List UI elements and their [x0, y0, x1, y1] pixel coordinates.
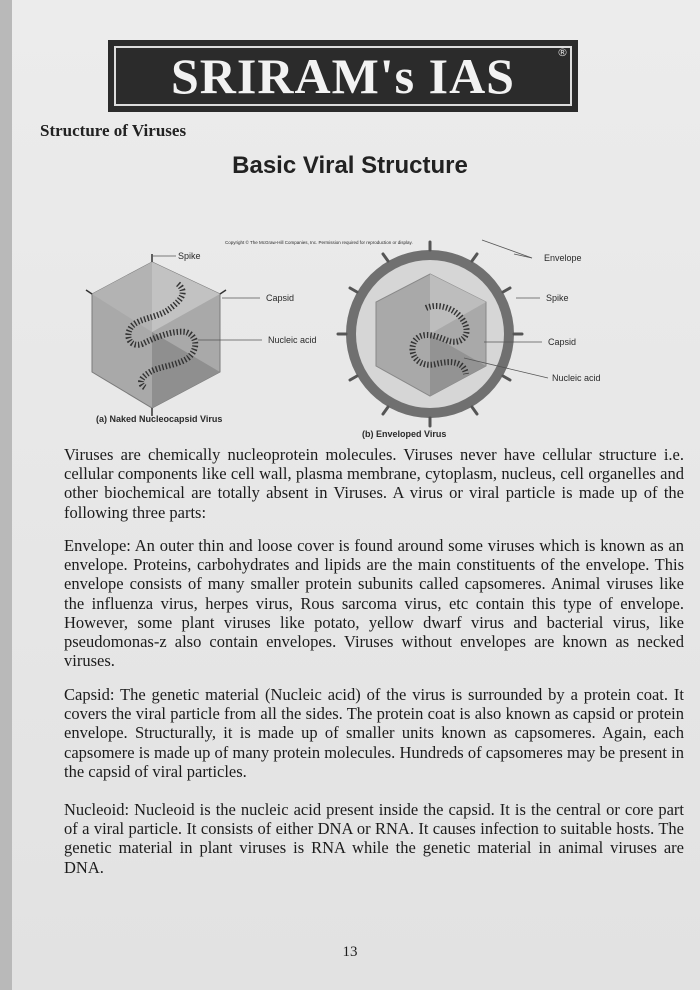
logo	[108, 40, 578, 112]
spike-line	[383, 407, 388, 414]
naked-nucleic-acid-label: Nucleic acid	[268, 335, 317, 345]
spike-line	[472, 407, 477, 414]
spike-line	[383, 254, 388, 261]
logo-text: SRIRAM's IAS	[170, 48, 515, 104]
enveloped-capsid-label: Capsid	[548, 337, 577, 347]
naked-virus-diagram	[86, 251, 317, 424]
section-heading: Structure of Viruses	[40, 121, 187, 140]
registered-mark: ®	[557, 46, 568, 59]
enveloped-virus-diagram	[338, 240, 601, 439]
enveloped-nucleic-acid-label: Nucleic acid	[552, 373, 601, 383]
capsid-paragraph: Capsid: The genetic material (Nucleic acid) of the virus is surrounded by a protein coat. It covers the viral particle from all the sides. The protein coat is also known as capsid or protein envelope. Structurally, it is made up of smaller units known as capsomeres. Again, each capsomere is made up of many protein molecules. Hundreds of capsomeres may be present in the capsid of viral particles.	[64, 685, 684, 781]
spike-line	[220, 290, 226, 294]
naked-spike-label: Spike	[178, 251, 201, 261]
label-line	[482, 240, 532, 258]
spike-line	[503, 288, 510, 292]
spike-line	[350, 288, 357, 292]
figure-title: Basic Viral Structure	[232, 152, 468, 179]
naked-capsid-label: Capsid	[266, 293, 295, 303]
spike-line	[86, 290, 92, 294]
enveloped-caption: (b) Enveloped Virus	[362, 429, 447, 439]
page-number: 13	[342, 944, 358, 960]
nucleoid-paragraph: Nucleoid: Nucleoid is the nucleic acid present inside the capsid. It is the central or core part of a viral particle. It consists of either DNA or RNA. It causes infection to suitable hosts. The genetic material in plant viruses is RNA while the genetic material in animal viruses are DNA.	[64, 800, 684, 877]
intro-paragraph: Viruses are chemically nucleoprotein molecules. Viruses never have cellular structure i.e. cellular components like cell wall, plasma membrane, cytoplasm, nucleus, cell organelles and other biochemical are totally absent in Viruses. A virus or viral particle is made up of the following three parts:	[64, 445, 684, 522]
envelope-paragraph: Envelope: An outer thin and loose cover is found around some viruses which is known as an envelope. Proteins, carbohydrates and lipids are the main constituents of the envelope. This envelope consists of many smaller protein subunits called capsomeres. Animal viruses like the influenza virus, herpes virus, Rous sarcoma virus, etc contain this type of envelope. However, some plant viruses like potato, yellow dwarf virus and bacterial virus, like pseudomonas-z also contain envelopes. Viruses without envelopes are known as necked viruses.	[64, 536, 684, 671]
logo-frame	[114, 46, 572, 106]
spike-line	[503, 376, 510, 380]
enveloped-envelope-label: Envelope	[544, 253, 582, 263]
spike-line	[350, 376, 357, 380]
naked-caption: (a) Naked Nucleocapsid Virus	[96, 414, 223, 424]
copyright-notice: Copyright © The McGraw-Hill Companies, Inc. Permission required for reproduction or display.	[225, 240, 413, 245]
enveloped-spike-label: Spike	[546, 293, 569, 303]
spike-line	[472, 254, 477, 261]
viral-structure-figure	[80, 232, 640, 448]
